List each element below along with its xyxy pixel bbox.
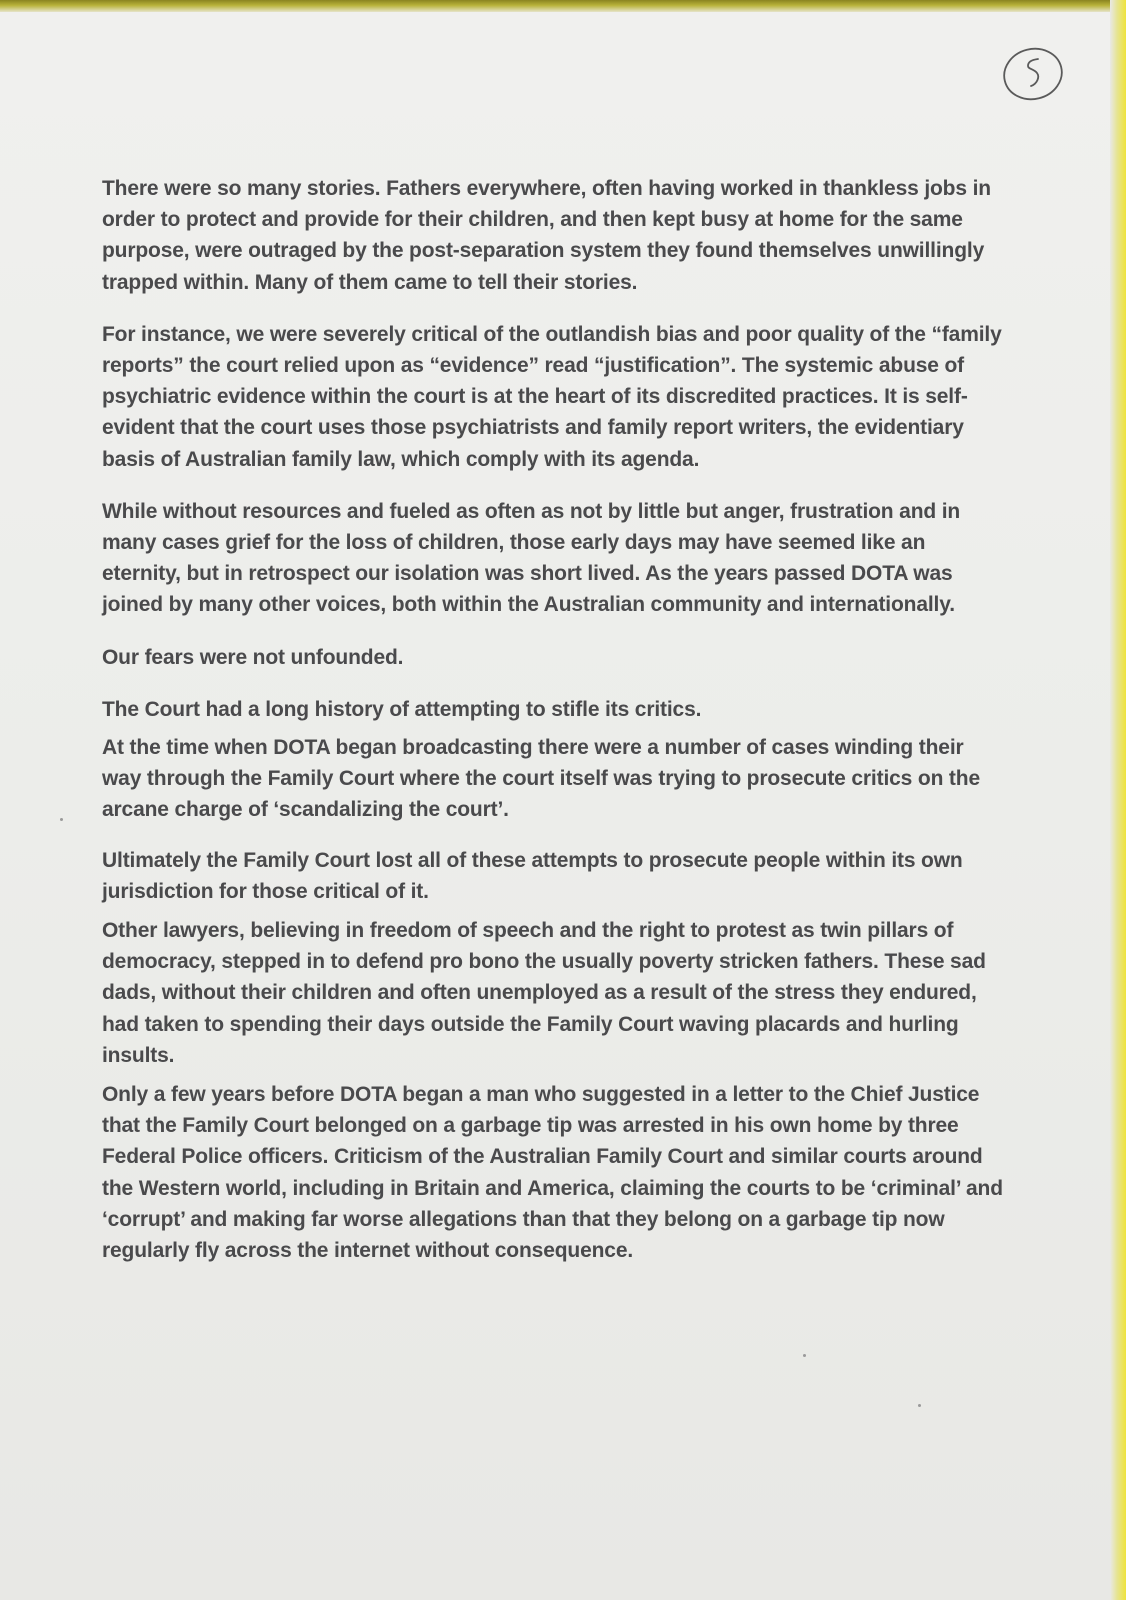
paragraph-6: At the time when DOTA began broadcasting there were a number of cases winding their way through the Family Court where the court itself was trying to prosecute critics on the arcane charge of ‘scandalizing the court’. [102,736,980,822]
paragraph-1: There were so many stories. Fathers everywhere, often having worked in thankless jobs in order to protect and provide for their children, and then kept busy at home for the same purpose, were outraged by the post-separation system they found themselves unwillingly trapped within. Many of them came to tell their stories. [102,177,991,294]
paragraph-3: While without resources and fueled as often as not by little but anger, frustration and in many cases grief for the loss of children, those early days may have seemed like an eternity, but in retrospect our isolation was short lived. As the years passed DOTA was joined by many other voices, both within the Australian community and internationally. [102,499,961,617]
scan-speck [918,1404,921,1407]
paragraph-9: Only a few years before DOTA began a man who suggested in a letter to the Chief Justice that the Family Court belonged on a garbage tip was arrested in his own home by three Federal Police officers. Criticism of the Australian Family Court and similar courts around the Western world, including in Britain and America, claiming the courts to be ‘criminal’ and ‘corrupt’ and making far worse allegations than that they belong on a garbage tip now regularly fly across the internet without consequence. [102,1083,1003,1263]
scan-speck [803,1354,806,1357]
paragraph-8: Other lawyers, believing in freedom of speech and the right to protest as twin pillars of democracy, stepped in to defend pro bono the usually poverty stricken fathers. These sad dads, without their children and often unemployed as a result of the stress they endured, had taken to spending their days outside the Family Court waving placards and hurling insults. [102,919,986,1067]
paragraph-2: For instance, we were severely critical of the outlandish bias and poor quality of the “family reports” the court relied upon as “evidence” read “justification”. The systemic abuse of psychiatric evidence within the court is at the heart of its discredited practices. It is self-evident that the court uses those psychiatrists and family report writers, the evidentiary basis of Australian family law, which comply with its agenda. [102,322,1002,471]
paragraph-7: Ultimately the Family Court lost all of these attempts to prosecute people within its own jurisdiction for those critical of it. [102,848,963,903]
paragraph-5: The Court had a long history of attempting to stifle its critics. [102,697,702,721]
scan-right-edge [1110,0,1126,1600]
scan-top-edge [0,0,1126,12]
paragraph-4: Our fears were not unfounded. [102,645,404,669]
handwritten-page-number-mark [1000,46,1066,102]
scan-speck [60,818,63,821]
document-body [102,173,1007,1266]
